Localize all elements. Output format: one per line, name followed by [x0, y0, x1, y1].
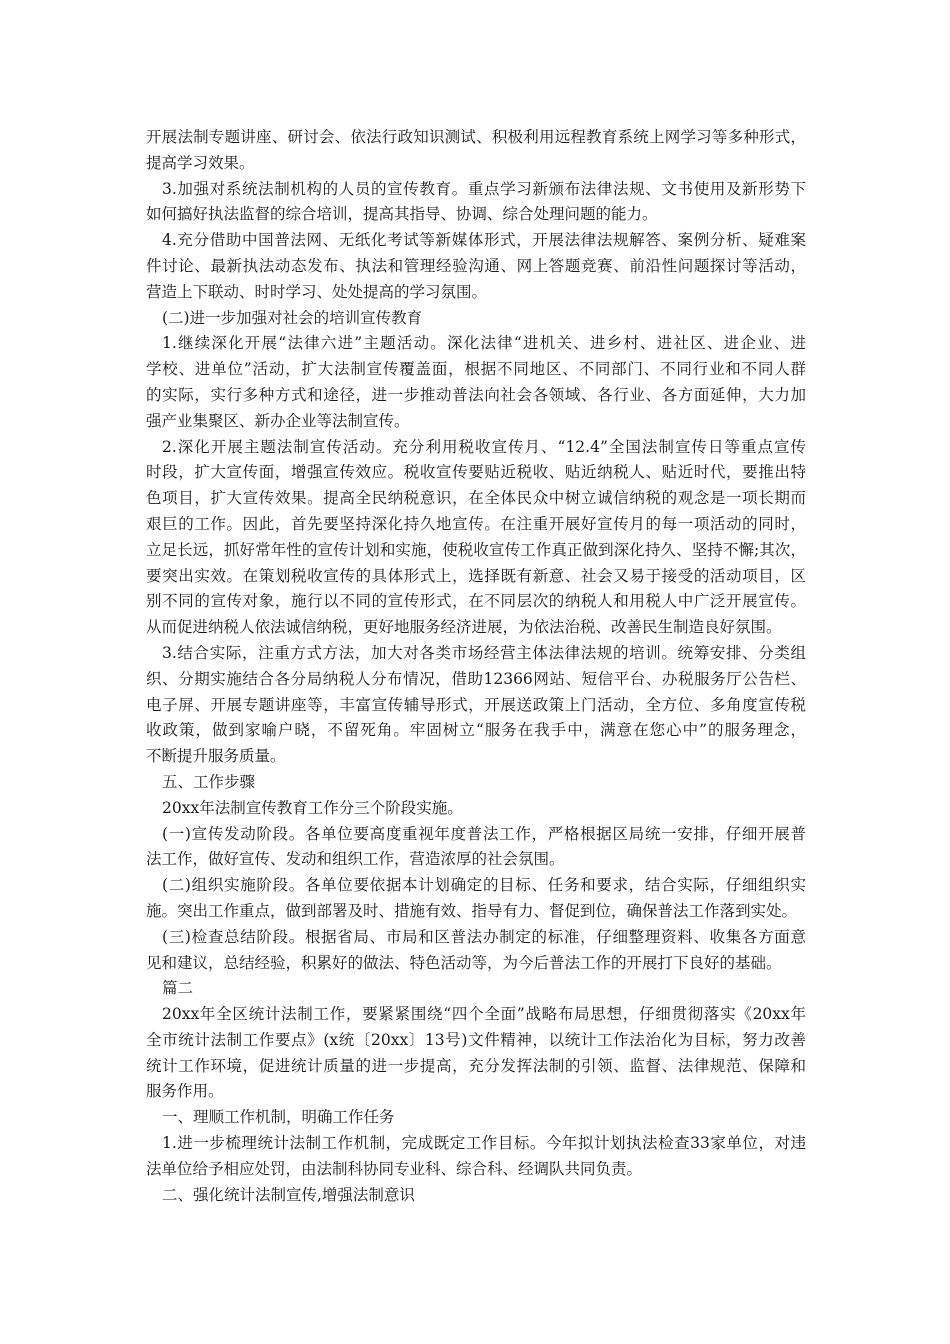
text-line: 20xx年法制宣传教育工作分三个阶段实施。 [162, 798, 463, 817]
text-line: 收政策，做到家喻户晓，不留死角。牢固树立“服务在我手中，满意在您心中”的服务理念， [146, 721, 806, 740]
text-line: 别不同的宣传对象，施行以不同的宣传形式，在不同层次的纳税人和用税人中广泛开展宣传。 [146, 592, 806, 611]
text-line: 4.充分借助中国普法网、无纸化考试等新媒体形式，开展法律法规解答、案例分析、疑难案 [162, 231, 806, 250]
paragraph [146, 306, 806, 332]
text-line: 篇二 [162, 979, 194, 998]
text-line: 强产业集聚区、新办企业等法制宣传。 [146, 411, 410, 430]
text-line: 服务作用。 [146, 1082, 224, 1101]
text-line: 立足长远，抓好常年性的宣传计划和实施，使税收宣传工作真正做到深化持久、坚持不懈;其次， [146, 540, 806, 559]
text-line: 3.加强对系统法制机构的人员的宣传教育。重点学习新颁布法律法规、文书使用及新形势下 [162, 179, 806, 198]
text-line: 的实际，实行多种方式和途径，进一步推动普法向社会各领域、各行业、各方面延伸，大力加 [146, 385, 806, 404]
paragraph [146, 770, 806, 796]
document-body [146, 125, 806, 1208]
paragraph [146, 1183, 806, 1209]
text-line: 如何搞好执法监督的综合培训，提高其指导、协调、综合处理问题的能力。 [146, 205, 658, 224]
paragraph [146, 125, 806, 177]
text-line: (三)检查总结阶段。根据省局、市局和区普法办制定的标准，仔细整理资料、收集各方面意 [162, 927, 806, 946]
text-line: 二、强化统计法制宣传,增强法制意识 [162, 1185, 415, 1204]
text-line: 3.结合实际，注重方式方法，加大对各类市场经营主体法律法规的培训。统筹安排、分类组 [162, 643, 806, 662]
text-line: (二)进一步加强对社会的培训宣传教育 [162, 308, 423, 327]
text-line: 电子屏、开展专题讲座等，丰富宣传辅导形式，开展送政策上门活动，全方位、多角度宣传税 [146, 695, 806, 714]
text-line: 1.继续深化开展“法律六进”主题活动。深化法律“进机关、进乡村、进社区、进企业、进 [162, 334, 806, 353]
text-line: 20xx年全区统计法制工作，要紧紧围绕“四个全面”战略布局思想，仔细贯彻落实《20xx年 [162, 1005, 806, 1024]
paragraph [146, 1131, 806, 1183]
text-line: 一、理顺工作机制，明确工作任务 [162, 1108, 395, 1127]
paragraph [146, 228, 806, 305]
text-line: 织、分期实施结合各分局纳税人分布情况，借助12366网站、短信平台、办税服务厅公告栏、 [146, 669, 806, 688]
text-line: 营造上下联动、时时学习、处处提高的学习氛围。 [146, 282, 488, 301]
paragraph [146, 925, 806, 977]
paragraph [146, 1105, 806, 1131]
paragraph [146, 1002, 806, 1105]
text-line: 色项目，扩大宣传效果。提高全民纳税意识，在全体民众中树立诚信纳税的观念是一项长期而 [146, 489, 806, 508]
text-line: 2.深化开展主题法制宣传活动。充分利用税收宣传月、“12.4”全国法制宣传日等重点宣传 [162, 437, 806, 456]
paragraph [146, 873, 806, 925]
text-line: 不断提升服务质量。 [146, 747, 286, 766]
paragraph [146, 331, 806, 434]
text-line: 见和建议，总结经验，积累好的做法、特色活动等，为今后普法工作的开展打下良好的基础。 [146, 953, 782, 972]
text-line: 全市统计法制工作要点》(x统〔20xx〕13号)文件精神，以统计工作法治化为目标，努力改善 [146, 1030, 806, 1049]
text-line: 法工作，做好宣传、发动和组织工作，营造浓厚的社会氛围。 [146, 850, 565, 869]
text-line: 施。突出工作重点，做到部署及时、措施有效、指导有力、督促到位，确保普法工作落到实处。 [146, 901, 798, 920]
text-line: (二)组织实施阶段。各单位要依据本计划确定的目标、任务和要求，结合实际，仔细组织实 [162, 876, 806, 895]
paragraph [146, 177, 806, 229]
text-line: 1.进一步梳理统计法制工作机制，完成既定工作目标。今年拟计划执法检查33家单位，对违 [162, 1134, 806, 1153]
text-line: (一)宣传发动阶段。各单位要高度重视年度普法工作，严格根据区局统一安排，仔细开展普 [162, 824, 806, 843]
text-line: 时段，扩大宣传面，增强宣传效应。税收宣传要贴近税收、贴近纳税人、贴近时代，要推出特 [146, 463, 806, 482]
text-line: 件讨论、最新执法动态发布、执法和管理经验沟通、网上答题竞赛、前沿性问题探讨等活动， [146, 256, 806, 275]
paragraph [146, 976, 806, 1002]
text-line: 学校、进单位”活动，扩大法制宣传覆盖面，根据不同地区、不同部门、不同行业和不同人群 [146, 360, 806, 379]
text-line: 从而促进纳税人依法诚信纳税，更好地服务经济进展，为依法治税、改善民生制造良好氛围。 [146, 618, 782, 637]
paragraph [146, 822, 806, 874]
text-line: 开展法制专题讲座、研讨会、依法行政知识测试、积极利用远程教育系统上网学习等多种形式， [146, 128, 806, 146]
text-line: 法单位给予相应处罚，由法制科协同专业科、综合科、经调队共同负责。 [146, 1159, 643, 1178]
paragraph [146, 641, 806, 770]
text-line: 五、工作步骤 [162, 772, 256, 791]
text-line: 艰巨的工作。因此，首先要坚持深化持久地宣传。在注重开展好宣传月的每一项活动的同时， [146, 514, 806, 533]
text-line: 要突出实效。在策划税收宣传的具体形式上，选择既有新意、社会又易于接受的活动项目，区 [146, 566, 806, 585]
text-line: 统计工作环境，促进统计质量的进一步提高，充分发挥法制的引领、监督、法律规范、保障和 [146, 1056, 806, 1075]
paragraph [146, 435, 806, 641]
paragraph [146, 796, 806, 822]
text-line: 提高学习效果。 [146, 153, 255, 172]
